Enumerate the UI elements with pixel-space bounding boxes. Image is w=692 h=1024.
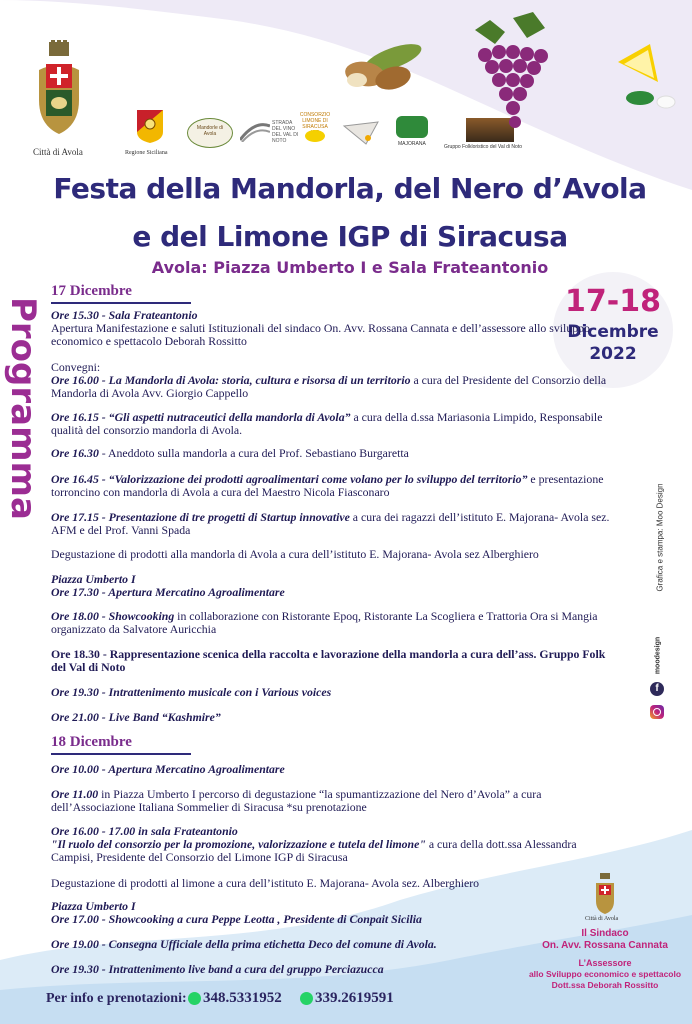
program-item: Ore 19.30 - Intrattenimento musicale con i Various voices [51,685,332,699]
folk-group-text: Gruppo Folkloristico del Val di Noto [444,144,522,150]
day1-divider [51,302,191,304]
page-title-line2: e del Limone IGP di Siracusa [132,220,568,253]
program-item: Ore 16.30 - Aneddoto sulla mandorla a cura del Prof. Sebastiano Burgaretta [51,446,409,460]
date-days: 17-18 [565,284,661,319]
program-item: Ore 11.00 in Piazza Umberto I percorso di degustazione “la spumantizzazione del Nero d’Avola” a cura dell’Associazione Italiana Sommelier di Siracusa *su prenotazione [51,787,542,814]
grapes-icon [465,10,555,135]
program-item: Piazza Umberto I Ore 17.30 - Apertura Mercatino Agroalimentare [51,572,285,599]
trinacria-icon [135,108,165,144]
program-item: Ore 16.15 - “Gli aspetti nutraceutici della mandorla di Avola” a cura della d.ssa Mariasonia Limpido, Responsabile qualità del consorzio mandorla di Avola. [51,410,603,437]
assessore-name: Dott.ssa Deborah Rossitto [551,980,659,990]
social-handle: moodesign [654,636,662,675]
sicily-map-icon [342,120,382,146]
regione-logo [135,108,165,144]
program-item: Ore 21.00 - Live Band “Kashmire” [51,710,221,724]
day2-heading: 18 Dicembre [51,734,132,750]
sindaco-name: On. Avv. Rossana Cannata [542,940,668,951]
program-item: Ore 10.00 - Apertura Mercatino Agroalimentare [51,762,285,776]
wine-road-icon [240,120,270,142]
almonds-illustration [335,30,430,100]
date-year: 2022 [589,344,637,364]
majorana-logo [396,116,428,138]
page-subtitle: Avola: Piazza Umberto I e Sala Frateantonio [151,258,549,277]
mandorle-logo-text: Mandorle di Avola [196,125,224,137]
lemon-illustration [610,42,686,112]
program-item: Degustazione di prodotti alla mandorla di Avola a cura dell’istituto E. Majorana- Avola sez Alberghiero [51,547,539,561]
facebook-icon[interactable]: f [650,682,664,696]
whatsapp-icon[interactable] [188,992,201,1005]
crest-icon [594,873,616,915]
strada-vino-text: STRADA DEL VINO DEL VAL DI NOTO [272,120,299,144]
info-label: Per info e prenotazioni: [46,991,187,1006]
date-month: Dicembre [567,322,659,342]
assessore-role: allo Sviluppo economico e spettacolo [528,969,682,979]
almond-icon [335,30,430,100]
footer-crest [594,873,616,915]
program-item: Ore 16.00 - 17.00 in sala Frateantonio "Il ruolo del consorzio per la promozione, valorizzazione e tutela del limone" a cura della dott.ssa Alessandra Campisi, Presidente del Consorzio del Limone IGP di Siracusa [51,824,577,864]
sindaco-title: Il Sindaco [581,928,629,939]
lemon-logo [305,130,325,142]
program-item: Degustazione di prodotti al limone a cura dell’istituto E. Majorana- Avola sez. Alberghiero [51,876,480,890]
program-item: Ore 17.15 - Presentazione di tre progetti di Startup innovative a cura dei ragazzi dell’istituto E. Majorana- Avola sez. AFM e del Prof. Vanni Spada [51,510,610,537]
program-item: Ore 18.00 - Showcooking in collaborazione con Ristorante Epoq, Ristorante La Scogliera e Trattoria Ora si Mangia organizzato da Salvatore Auricchia [51,609,598,636]
consorzio-logo-text: CONSORZIO LIMONE DI SIRACUSA [299,112,331,130]
city-crest [36,40,82,136]
day1-heading: 17 Dicembre [51,283,132,299]
program-item: Ore 15.30 - Sala Frateantonio Apertura Manifestazione e saluti Istituzionali del sindaco On. Avv. Rossana Cannata e dell’assessore allo sviluppo economico e spettacolo Deborah Rossitto [51,308,590,348]
program-item: Piazza Umberto I Ore 17.00 - Showcooking a cura Peppe Leotta , Presidente di Conpait Sicilia [51,899,422,926]
majorana-logo-text: MAJORANA [398,141,426,147]
crest-icon [36,40,82,136]
phone-1[interactable]: 348.5331952 [203,990,282,1006]
phone-2[interactable]: 339.2619591 [315,990,394,1006]
assessore-title: L’Assessore [578,958,632,968]
footer-crest-caption: Città di Avola [585,916,619,922]
sicily-map-logo [342,120,382,146]
day2-divider [51,753,191,755]
program-item: Convegni: Ore 16.00 - La Mandorla di Avola: storia, cultura e risorsa di un territorio a cura del Presidente del Consorzio della Mandorla di Avola Avv. Giorgio Cappello [51,360,607,400]
programma-side-label: Programma [3,297,43,520]
program-item: Ore 16.45 - “Valorizzazione dei prodotti agroalimentari come volano per lo sviluppo del territorio” e presentazione torroncino con mandorla di Avola a cura del Maestro Nicola Fiasconaro [51,472,604,499]
program-item: Ore 19.00 - Consegna Ufficiale della prima etichetta Deco del comune di Avola. [51,937,437,951]
grapes-illustration [465,10,555,135]
page-title-line1: Festa della Mandorla, del Nero d’Avola [53,172,647,205]
strada-vino-logo [240,120,270,142]
lemon-icon [610,42,686,112]
program-item: Ore 19.30 - Intrattenimento live band a cura del gruppo Perciazucca [51,962,384,976]
program-item: Ore 18.30 - Rappresentazione scenica della raccolta e lavorazione della mandorla a cura dell’ass. Gruppo Folk del Val di Noto [51,647,606,674]
city-caption: Città di Avola [33,147,83,157]
instagram-icon[interactable] [650,705,664,719]
graphic-credits: Grafica e stampa: Moo Design [655,483,665,592]
region-caption: Regione Siciliana [125,150,168,156]
whatsapp-icon[interactable] [300,992,313,1005]
